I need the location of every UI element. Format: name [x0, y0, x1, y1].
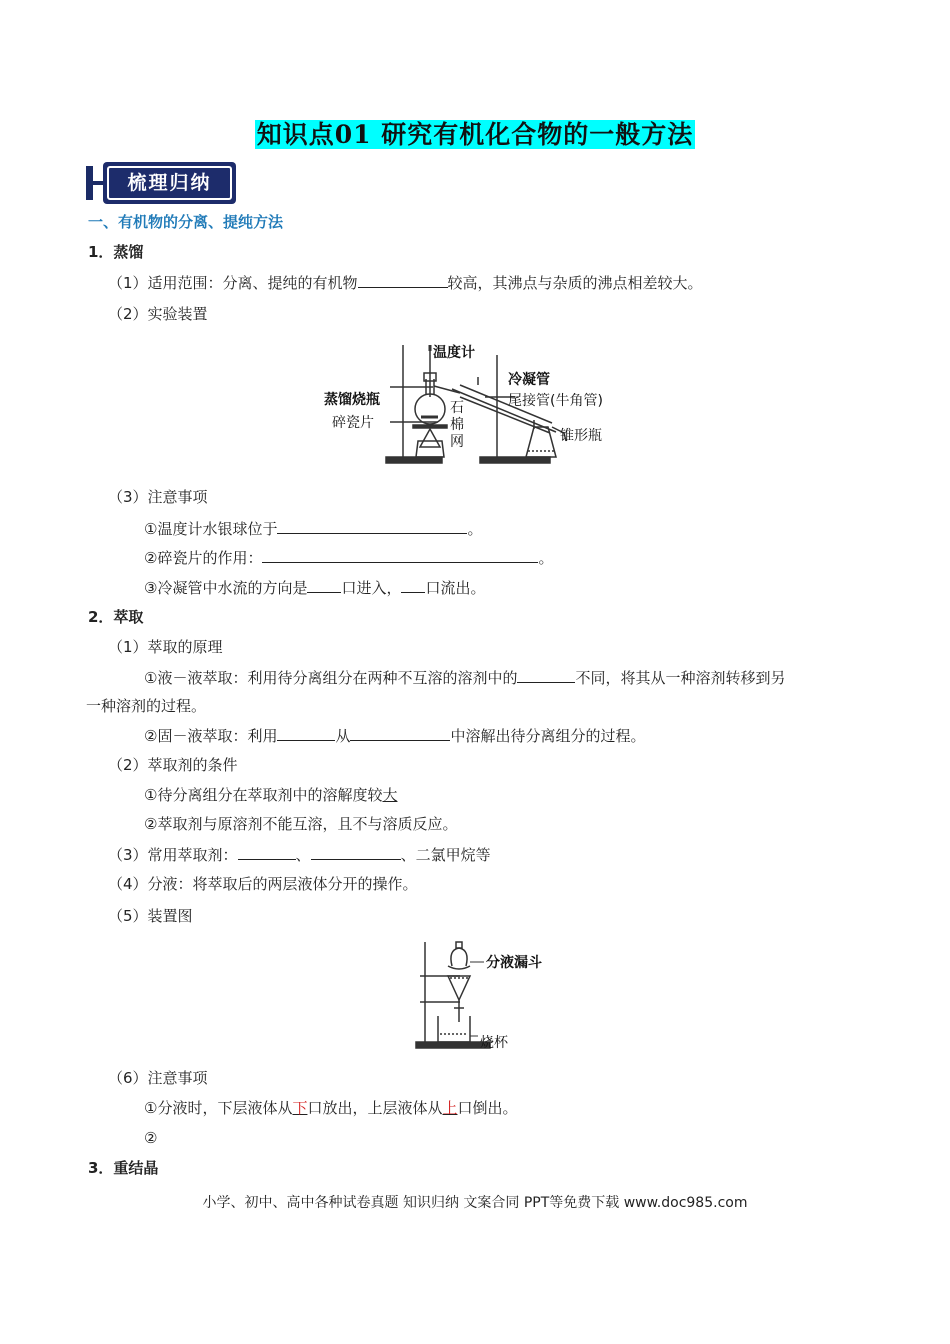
- separation-definition: （4）分液：将萃取后的两层液体分开的操作。: [108, 875, 418, 893]
- label-beaker: 烧杯: [480, 1035, 508, 1051]
- answer-blank: [262, 547, 538, 563]
- distillation-apparatus-label: （2）实验装置: [108, 305, 208, 323]
- extraction-solid-liquid: ②固－液萃取：利用 从 中溶解出待分离组分的过程。: [144, 727, 646, 745]
- label-adapter: 尾接管(牛角管): [508, 393, 603, 409]
- answer-blank: [311, 844, 401, 860]
- answer-blank: [238, 844, 296, 860]
- heading-recrystallization: 3．重结晶: [88, 1159, 159, 1177]
- banner-label: 梳理归纳: [107, 166, 232, 200]
- distillation-note-1: ①温度计水银球位于 。: [144, 520, 483, 538]
- banner-connector: [93, 181, 103, 185]
- label-gauze-3: 网: [450, 434, 464, 450]
- separatory-funnel-figure: [410, 938, 560, 1054]
- extractant-conditions-label: （2）萃取剂的条件: [108, 756, 238, 774]
- distillation-scope: （1）适用范围：分离、提纯的有机物 较高，其沸点与杂质的沸点相差较大。: [108, 274, 703, 292]
- distillation-apparatus-figure: [320, 337, 650, 469]
- label-chips: 碎瓷片: [332, 415, 374, 431]
- extraction-figure-label: （5）装置图: [108, 907, 193, 925]
- banner-ornament: [86, 166, 93, 200]
- label-thermometer: 温度计: [433, 345, 475, 361]
- distillation-note-2: ②碎瓷片的作用： 。: [144, 549, 554, 567]
- section-banner: [86, 162, 236, 204]
- extraction-note-1: ①分液时，下层液体从下口放出，上层液体从上口倒出。: [144, 1099, 518, 1117]
- distillation-note-3: ③冷凝管中水流的方向是 口进入， 口流出。: [144, 579, 486, 597]
- extraction-liquid-liquid: ①液－液萃取：利用待分离组分在两种不互溶的溶剂中的 不同，将其从一种溶剂转移到另: [144, 669, 786, 687]
- label-funnel: 分液漏斗: [486, 955, 542, 971]
- heading-distillation: 1．蒸馏: [88, 243, 144, 261]
- distillation-notes-label: （3）注意事项: [108, 488, 208, 506]
- answer-blank: [517, 667, 575, 683]
- answer-blank: [350, 725, 450, 741]
- label-condenser: 冷凝管: [508, 372, 550, 388]
- extraction-note-2: ②: [144, 1129, 158, 1147]
- section-heading: 一、有机物的分离、提纯方法: [88, 213, 284, 231]
- answer-blank: [277, 518, 467, 534]
- extraction-liquid-liquid-cont: 一种溶剂的过程。: [86, 697, 207, 715]
- answer-blank: [401, 577, 425, 593]
- label-flask: 蒸馏烧瓶: [324, 392, 380, 408]
- label-receiver: 锥形瓶: [560, 428, 602, 444]
- extractant-condition-1: ①待分离组分在萃取剂中的溶解度较大: [144, 786, 398, 804]
- label-gauze-2: 棉: [450, 417, 464, 433]
- page-title: 知识点01 研究有机化合物的一般方法: [256, 120, 694, 149]
- page-footer: 小学、初中、高中各种试卷真题 知识归纳 文案合同 PPT等免费下载 www.doc985.com: [202, 1195, 748, 1211]
- answer-blank: [358, 272, 448, 288]
- extractant-condition-2: ②萃取剂与原溶剂不能互溶，且不与溶质反应。: [144, 815, 458, 833]
- answer-blank: [277, 725, 335, 741]
- extraction-notes-label: （6）注意事项: [108, 1069, 208, 1087]
- extraction-principle-label: （1）萃取的原理: [108, 638, 223, 656]
- answer-blank: [307, 577, 341, 593]
- label-gauze-1: 石: [450, 400, 464, 416]
- common-extractants: （3）常用萃取剂： 、 、二氯甲烷等: [108, 846, 491, 864]
- heading-extraction: 2．萃取: [88, 608, 144, 626]
